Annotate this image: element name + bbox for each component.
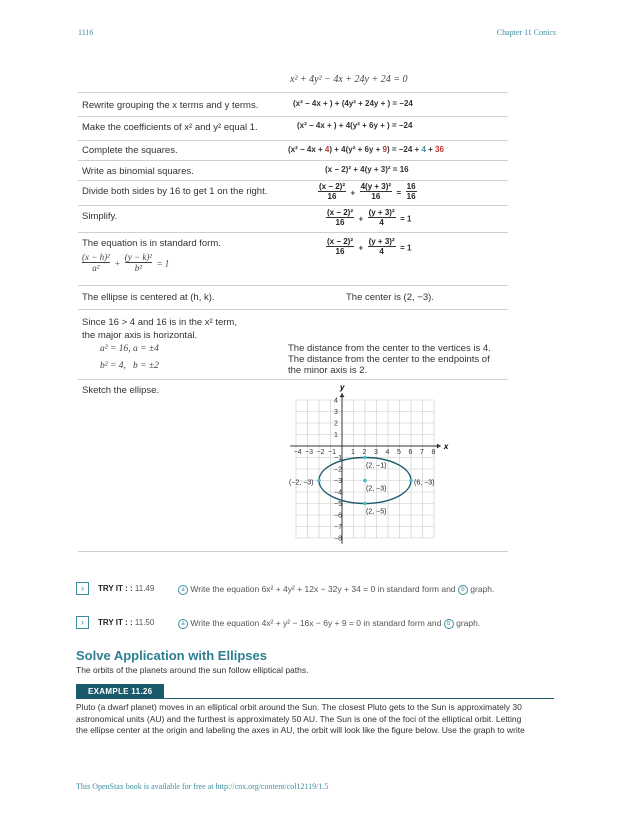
ellipse-graph (280, 378, 450, 548)
example-badge: EXAMPLE 11.26 (76, 684, 164, 699)
y-tick-label: −2 (334, 466, 342, 474)
center-label: The ellipse is centered at (h, k). (82, 292, 215, 303)
expand-arrow-icon[interactable]: › (76, 616, 89, 629)
distance-text-2: The distance from the center to the endpoints of (288, 354, 490, 365)
divider (78, 205, 508, 206)
step-equation: (x − 2)² + 4(y + 3)² = 16 (325, 165, 409, 174)
x-tick-label: 8 (431, 449, 436, 456)
point (363, 456, 367, 460)
point-label: (6, −3) (414, 479, 435, 487)
example-rule (76, 698, 554, 699)
section-title: Solve Application with Ellipses (76, 648, 267, 663)
point (317, 479, 321, 483)
y-tick-label: −6 (334, 512, 342, 520)
axis-text-1: Since 16 > 4 and 16 is in the x² term, (82, 317, 237, 328)
x-tick-label: 2 (362, 449, 367, 456)
step-label: Write as binomial squares. (82, 166, 194, 177)
step-equation: (x² − 4x + ) + (4y² + 24y + ) = −24 (293, 99, 413, 108)
distance-text-1: The distance from the center to the vertices is 4. (288, 343, 491, 354)
x-tick-label: −3 (305, 449, 313, 456)
point (363, 502, 367, 506)
step-label: The equation is in standard form. (82, 238, 221, 249)
x-tick-label: 1 (351, 449, 355, 456)
try-it-text: a Write the equation 6x² + 4y² + 12x − 32y + 34 = 0 in standard form and b graph. (178, 584, 494, 595)
y-tick-label: −4 (334, 489, 342, 497)
x-tick-label: 4 (385, 449, 390, 456)
y-tick-label: 2 (334, 420, 338, 428)
y-tick-label: 4 (334, 397, 338, 405)
step-label: Divide both sides by 16 to get 1 on the right. (82, 186, 268, 197)
x-tick-label: 7 (420, 449, 424, 456)
divider (78, 92, 508, 93)
x-tick-label: 5 (397, 449, 401, 456)
a-values: a² = 16, a = ±4 (100, 344, 159, 354)
divider (78, 232, 508, 233)
try-it-text: a Write the equation 4x² + y² − 16x − 6y + 9 = 0 in standard form and b graph. (178, 618, 480, 629)
y-tick-label: 3 (334, 409, 338, 416)
axis-text-2: the major axis is horizontal. (82, 330, 198, 341)
y-tick-label: −3 (334, 478, 342, 485)
y-tick-label: −5 (334, 501, 342, 508)
x-tick-label: −2 (316, 449, 325, 456)
x-tick-label: 3 (374, 449, 378, 456)
y-tick-label: 1 (334, 432, 338, 439)
step-label: Simplify. (82, 211, 118, 222)
point-label: (−2, −3) (289, 479, 314, 487)
section-intro: The orbits of the planets around the sun follow elliptical paths. (76, 665, 309, 675)
standard-form: $\frac{\text{(x − h)²}}{\text{a²}}$ + $\frac{\text{(y − k)²}}{\text{b²}}$ = 1 (82, 252, 170, 273)
footer: This OpenStax book is available for free at http://cnx.org/content/col12119/1.5 (76, 782, 329, 791)
y-tick-label: −8 (334, 535, 342, 543)
x-tick-label: −4 (293, 449, 302, 456)
expand-arrow-icon[interactable]: › (76, 582, 89, 595)
b-values: b² = 4, b = ±2 (100, 361, 159, 371)
x-tick-label: −1 (328, 449, 336, 456)
step-label: Complete the squares. (82, 145, 178, 156)
distance-text-3: the minor axis is 2. (288, 365, 368, 376)
step-label: Make the coefficients of x² and y² equal 1. (82, 122, 258, 133)
point (409, 479, 413, 483)
y-axis-arrow (340, 393, 345, 397)
chapter-title: Chapter 11 Conics (496, 28, 556, 37)
step-label: Rewrite grouping the x terms and y terms. (82, 100, 259, 111)
step-equation: (x² − 4x + 4) + 4(y² + 6y + 9) = −24 + 4 + 36 (288, 145, 444, 154)
divider (78, 180, 508, 181)
step-equation: $\frac{\text{(x − 2)²}}{16}$ + $\frac{\text{4(y + 3)²}}{16}$ = $\frac{16}{16}$ (319, 182, 416, 201)
x-axis-arrow (437, 444, 441, 449)
divider (78, 140, 508, 141)
divider (78, 285, 508, 286)
sketch-label: Sketch the ellipse. (82, 385, 160, 396)
point-label: (2, −1) (366, 462, 387, 470)
y-axis-label: y (340, 383, 345, 393)
divider (78, 160, 508, 161)
point (363, 479, 367, 483)
x-axis-label: x (443, 442, 449, 451)
point-label: (2, −3) (366, 485, 387, 493)
main-equation: x² + 4y² − 4x + 24y + 24 = 0 (290, 74, 408, 85)
divider (78, 551, 508, 552)
y-tick-label: −1 (334, 455, 342, 462)
x-tick-label: 6 (408, 449, 413, 456)
divider (78, 116, 508, 117)
step-equation: (x² − 4x + ) + 4(y² + 6y + ) = −24 (297, 121, 413, 130)
step-equation: $\frac{\text{(x − 2)²}}{16}$ + $\frac{\text{(y + 3)²}}{4}$ = 1 (327, 208, 412, 227)
step-equation: $\frac{\text{(x − 2)²}}{16}$ + $\frac{\text{(y + 3)²}}{4}$ = 1 (327, 237, 412, 256)
y-tick-label: −7 (334, 524, 342, 531)
divider (78, 309, 508, 310)
try-it-title: TRY IT : : 11.50 (98, 618, 155, 627)
example-text: Pluto (a dwarf planet) moves in an elliptical orbit around the Sun. The closest Pluto gets to the Sun is approximately 30 astronomical units (AU) and the furthest is approximately 50 AU. The Sun is one of the foci of the elliptical orbit. Letting the ellipse center at the origin and labeling the axes in AU, the orbit will look like the figure below. Use the graph to write (76, 702, 525, 735)
try-it-title: TRY IT : : 11.49 (98, 584, 155, 593)
point-label: (2, −5) (366, 508, 387, 516)
center-value: The center is (2, −3). (346, 292, 434, 303)
page-number: 1116 (78, 28, 94, 37)
